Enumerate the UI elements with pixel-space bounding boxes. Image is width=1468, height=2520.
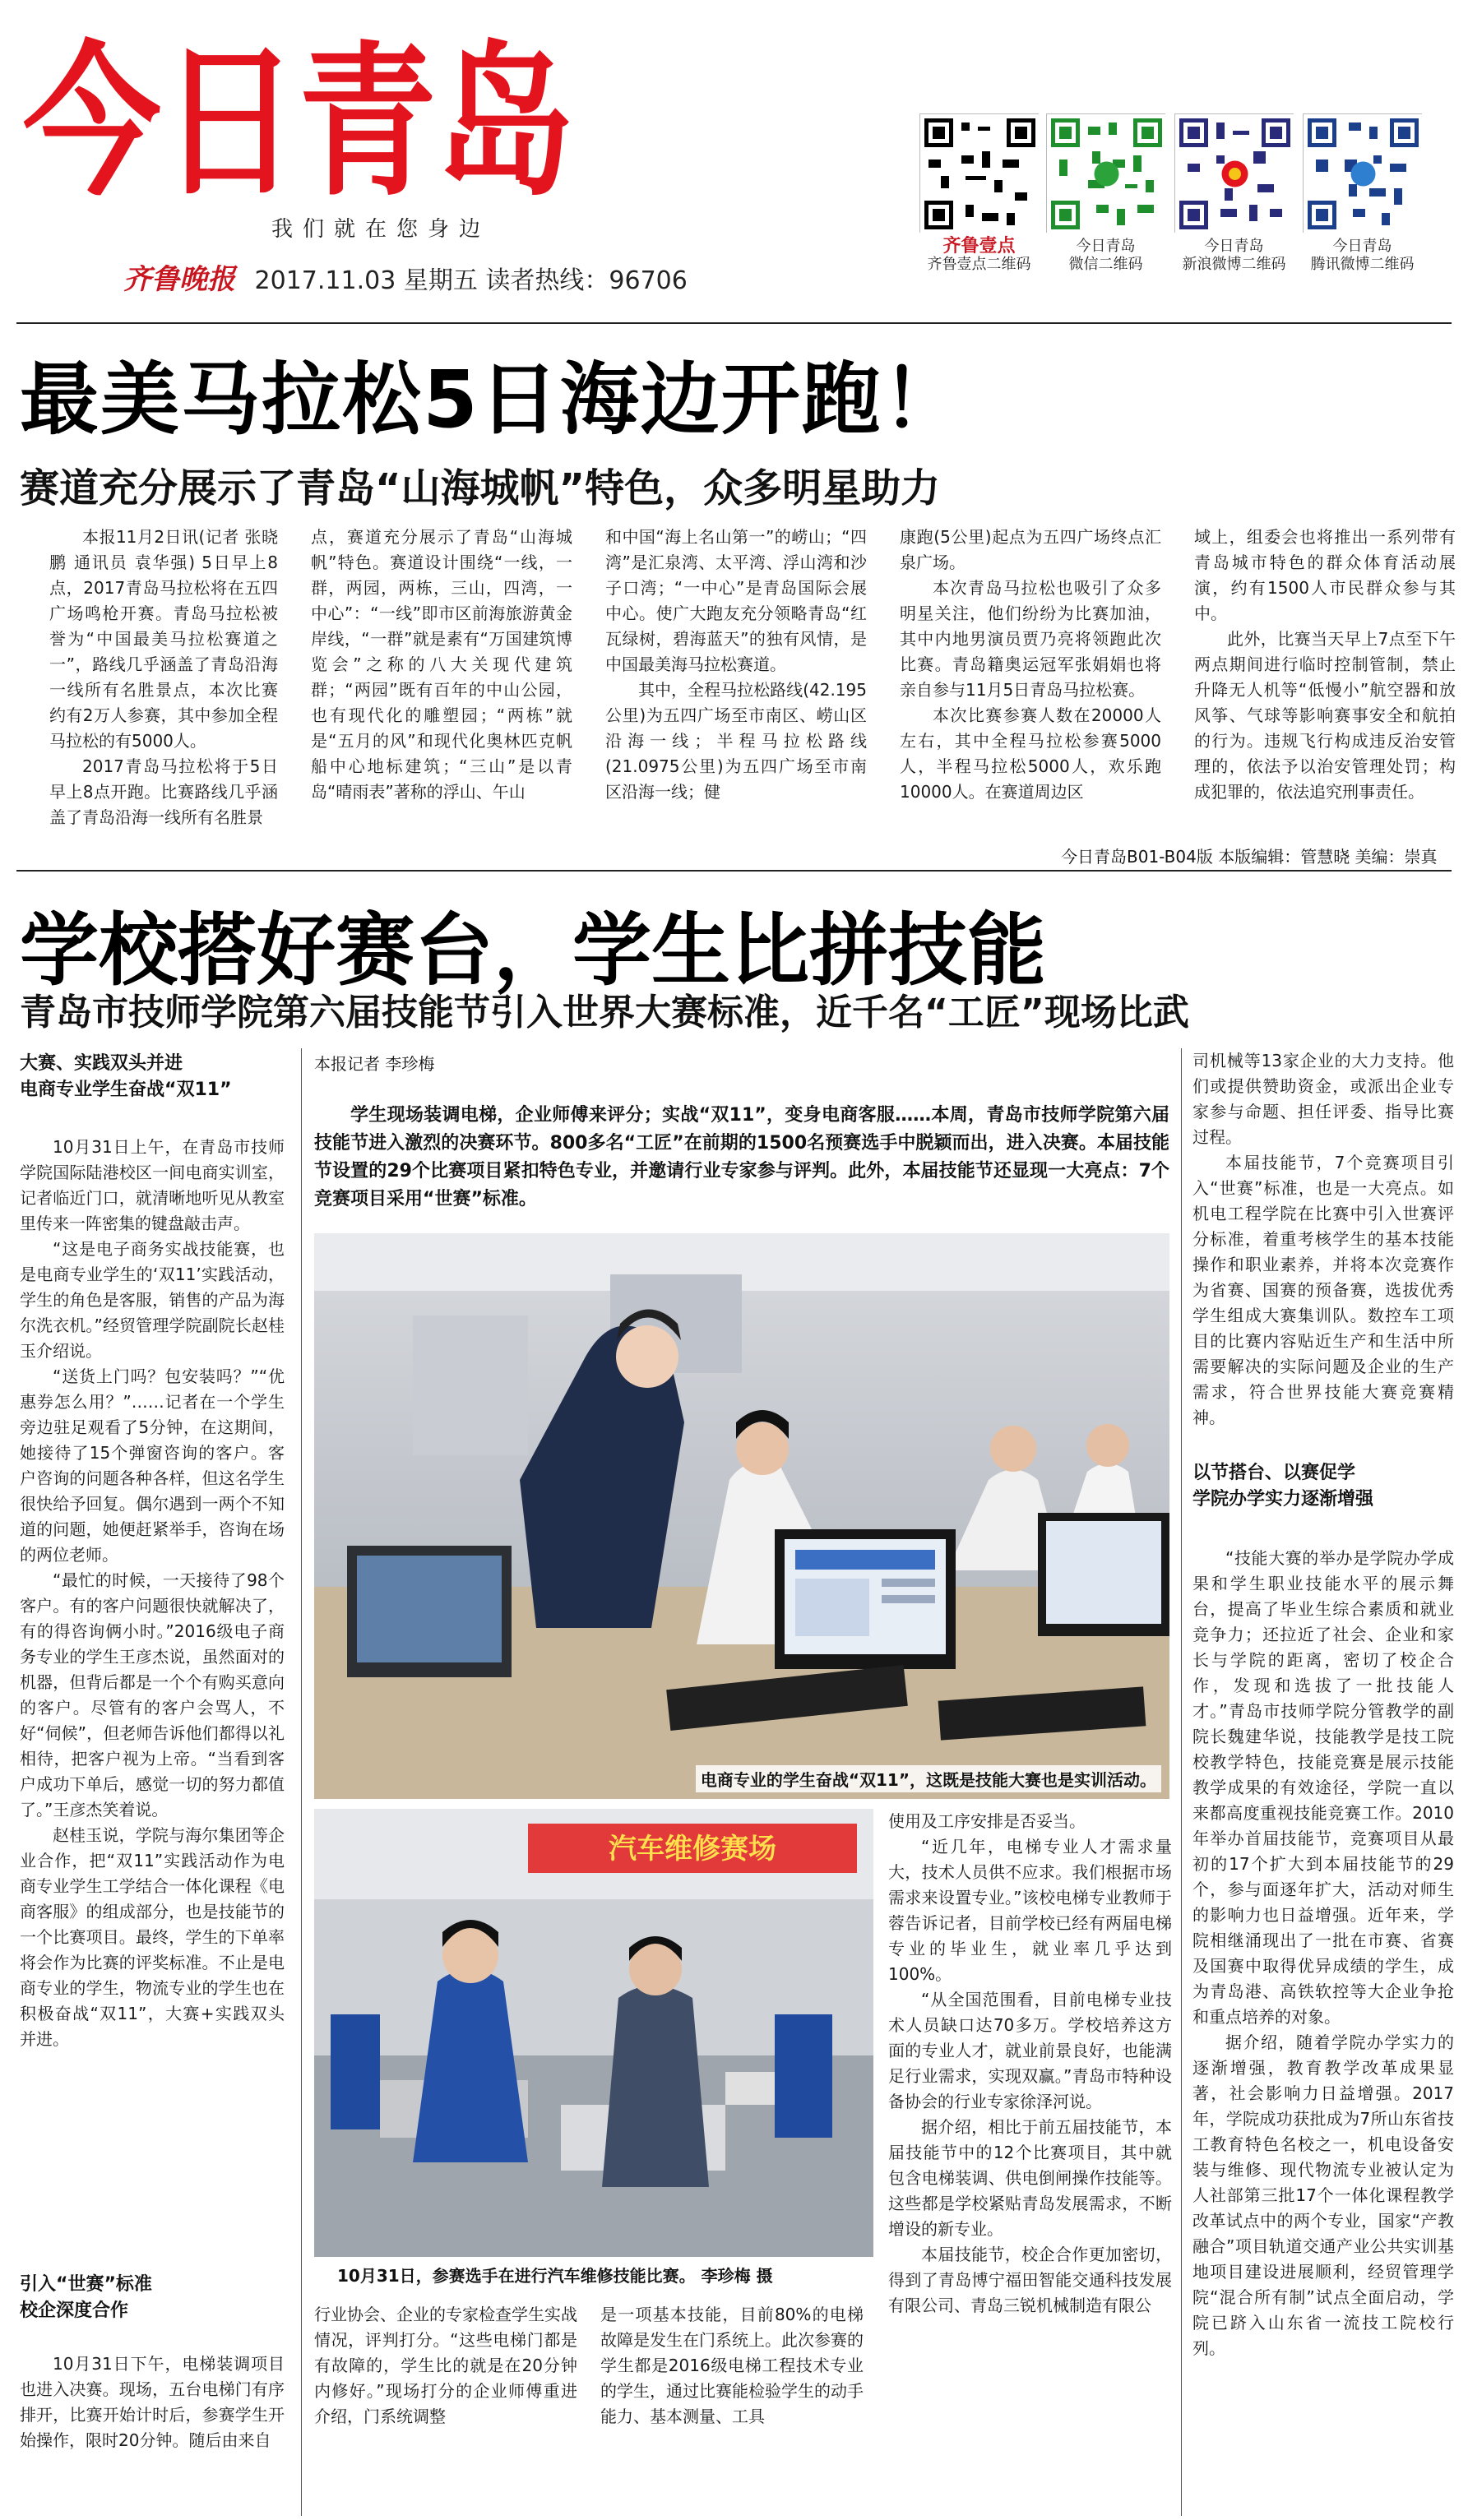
qr-caption: 今日青岛 [1332, 238, 1392, 255]
photo-auto-repair-contest-image [314, 1809, 873, 2257]
masthead-dateline [123, 257, 688, 297]
photo-ecommerce-students-image [314, 1233, 1169, 1799]
qr-caption-sub: 新浪微博二维码 [1182, 256, 1286, 273]
side-heading-line: 电商专业学生奋战“双11” [20, 1080, 232, 1100]
story1-headline: 最美马拉松5日海边开跑！ [20, 354, 963, 446]
qilu-app-badge: 齐鲁壹点 [942, 236, 1016, 257]
side-heading-1 [20, 1051, 291, 1103]
story2-right-column-top [1192, 1048, 1454, 1435]
masthead-title [23, 15, 582, 229]
story2-lead: 学生现场装调电梯，企业师傅来评分；实战“双11”，变身电商客服……本周，青岛市技师学院第六届技能节进入激烈的决赛环节。800多名“工匠”在前期的1500名预赛选手中脱颖而出，进入决赛。本届技能节设置的29个比赛项目紧扣特色专业，并邀请行业专家参与评判。此外，本届技能节还显现一大亮点：7个竞赛项目采用“世赛”标准。 [314, 1105, 1169, 1209]
story2-paragraph: 本届技能节，7个竞赛项目引入“世赛”标准，也是一大亮点。如机电工程学院在比赛中引入世赛评分标准，着重考核学生的基本技能操作和职业素养，并将本次竞赛作为省赛、国赛的预备赛，选拔优秀学生组成大赛集训队。数控车工项目的比赛内容贴近生产和生活中所需要解决的实际问题及企业的生产需求，符合世界技能大赛竞赛精神。 [1192, 1153, 1454, 1427]
story1-paragraph: 点，赛道充分展示了青岛“山海城帆”特色。赛道设计围绕“一线，一群，两园，两栋，三山，四湾，一中心”：“一线”即市区前海旅游黄金岸线，“一群”就是素有“万国建筑博览会”之称的八大关现代建筑群；“两园”既有百年的中山公园，也有现代化的雕塑园；“两栋”就是“五月的风”和现代化奥林匹克帆船中心地标建筑；“三山”是以青岛“晴雨表”著称的浮山、午山 [311, 527, 572, 802]
story2-bottom-column-b [600, 2302, 864, 2512]
issue-date: 2017.11.03 [254, 266, 396, 295]
story1-paragraph: 2017青岛马拉松将于5日早上8点开跑。比赛路线几乎涵盖了青岛沿海一线所有名胜景 [49, 756, 278, 827]
qilu-qr-code-icon[interactable] [919, 113, 1039, 233]
story1-paragraph: 本次比赛参赛人数在20000人左右，其中全程马拉松参赛5000人，半程马拉松5000人，欢乐跑10000人。在赛道周边区 [900, 705, 1161, 802]
masthead-slogan: 我们就在您身边 [271, 217, 491, 242]
story1-paragraph: 域上，组委会也将推出一系列带有青岛城市特色的群众体育活动展演，约有1500人市民群众参与其中。 [1194, 527, 1456, 623]
column-rule [301, 1048, 302, 2516]
wechat-qr-code-icon[interactable] [1046, 113, 1165, 233]
side-heading-line: 以节搭台、以赛促学 [1192, 1463, 1356, 1483]
story2-paragraph: 司机械等13家企业的大力支持。他们或提供赞助资金，或派出企业专家参与命题、担任评委、指导比赛过程。 [1192, 1051, 1454, 1147]
qilu-evening-news-logo: 齐鲁晚报 [123, 263, 235, 296]
reporter-byline: 本报记者 李珍梅 [314, 1054, 435, 1074]
story2-paragraph: “近几年，电梯专业人才需求量大，技术人员供不应求。我们根据市场需求来设置专业。”该校电梯专业教师于蓉告诉记者，目前学校已经有两届电梯专业的毕业生，就业率几乎达到100%。 [888, 1837, 1172, 1984]
qr-block-wechat[interactable] [1046, 113, 1165, 274]
qr-caption: 齐鲁壹点二维码 [927, 256, 1031, 273]
story1-subhead: 赛道充分展示了青岛“山海城帆”特色，众多明星助力 [20, 465, 941, 511]
contest-banner: 汽车维修赛场 [609, 1833, 776, 1866]
photo1-caption: 电商专业的学生奋战“双11”，这既是技能大赛也是实训活动。 [696, 1765, 1161, 1792]
story2-left-column-2 [20, 2351, 285, 2512]
column-rule [1181, 1048, 1182, 2516]
side-heading-line: 学院办学实力逐渐增强 [1192, 1489, 1374, 1510]
side-heading-2 [20, 2272, 291, 2324]
story1-paragraph: 本次青岛马拉松也吸引了众多明星关注，他们纷纷为比赛加油，其中内地男演员贾乃亮将领跑此次比赛。青岛籍奥运冠军张娟娟也将亲自参与11月5日青岛马拉松赛。 [900, 578, 1161, 700]
page-credits: 今日青岛B01-B04版 本版编辑：管慧晓 美编：崇真 [1061, 847, 1438, 867]
story1-column-4 [900, 525, 1161, 841]
side-heading-line: 大赛、实践双头并进 [20, 1053, 183, 1074]
masthead-title-text: 今日青岛 [23, 27, 574, 219]
story2-paragraph: 据介绍，相比于前五届技能节，本届技能节中的12个比赛项目，其中就包含电梯装调、供电倒闸操作技能等。这些都是学校紧贴青岛发展需求，不断增设的新专业。 [888, 2117, 1172, 2239]
side-heading-3 [1192, 1460, 1454, 1513]
qr-block-sina-weibo[interactable] [1174, 113, 1294, 274]
photo-auto-repair-contest [314, 1809, 873, 2257]
sina-weibo-qr-code-icon[interactable] [1174, 113, 1294, 233]
qr-block-qilu[interactable] [919, 113, 1039, 274]
story2-paragraph: “技能大赛的举办是学院办学成果和学生职业技能水平的展示舞台，提高了毕业生综合素质和就业竞争力；还拉近了社会、企业和家长与学院的距离，密切了校企合作，发现和选拔了一批技能人才。”青岛市技师学院分管教学的副院长魏建华说，技能教学是技工院校教学特色，技能竞赛是展示技能教学成果的有效途径，学院一直以来都高度重视技能竞赛工作。2010年举办首届技能节，竞赛项目从最初的17个扩大到本届技能节的29个，参与面逐年扩大，活动对师生的影响力也日益增强。近年来，学院相继涌现出了一批在市赛、省赛及国赛中取得优异成绩的学生，成为青岛港、高铁软控等大企业争抢和重点培养的对象。 [1192, 1548, 1454, 2027]
story1-column-3 [605, 525, 867, 841]
qr-caption: 今日青岛 [1076, 238, 1136, 255]
story1-paragraph: 康跑(5公里)起点为五四广场终点汇泉广场。 [900, 527, 1161, 572]
photo2-caption: 10月31日，参赛选手在进行汽车维修技能比赛。 李珍梅 摄 [337, 2266, 773, 2286]
story2-right-column-bottom [1192, 1546, 1454, 2512]
story1-paragraph: 本报11月2日讯(记者 张晓鹏 通讯员 袁华强) 5日早上8点，2017青岛马拉松将在五四广场鸣枪开赛。青岛马拉松被誉为“中国最美马拉松赛道之一”，路线几乎涵盖了青岛沿海一线所有名胜景点，本次比赛约有2万人参赛，其中参加全程马拉松的有5000人。 [49, 527, 278, 751]
side-heading-line: 校企深度合作 [20, 2300, 129, 2321]
story2-paragraph: 10月31日下午，电梯装调项目也进入决赛。现场，五台电梯门有序排开，比赛开始计时后，参赛学生开始操作，限时20分钟。随后由来自 [20, 2354, 285, 2450]
story2-paragraph: “最忙的时候，一天接待了98个客户。有的客户问题很快就解决了，有的得咨询俩小时。”2016级电子商务专业的学生王彦杰说，虽然面对的机器，但背后都是一个个有购买意向的客户。尽管有的客户会骂人，不好“伺候”，但老师告诉他们都得以礼相待，把客户视为上帝。“当看到客户成功下单后，感觉一切的努力都值了。”王彦杰笑着说。 [20, 1570, 285, 1819]
story2-bottom-column-a [314, 2302, 577, 2512]
tencent-weibo-qr-code-icon[interactable] [1303, 113, 1422, 233]
qr-caption-sub: 腾讯微博二维码 [1310, 256, 1415, 273]
reader-hotline: 读者热线：96706 [485, 266, 688, 295]
story2-middle-column [888, 1809, 1172, 2315]
story2-subhead: 青岛市技师学院第六届技能节引入世界大赛标准，近千名“工匠”现场比武 [20, 992, 1189, 1033]
story1-paragraph: 此外，比赛当天早上7点至下午两点期间进行临时控制管制，禁止升降无人机等“低慢小”航空器和放风筝、气球等影响赛事安全和航拍的行为。违规飞行构成违反治安管理的，依法予以治安管理处罚；构成犯罪的，依法追究刑事责任。 [1194, 629, 1456, 802]
story1-paragraph: 和中国“海上名山第一”的崂山；“四湾”是汇泉湾、太平湾、浮山湾和沙子口湾；“一中心”是青岛国际会展中心。使广大跑友充分领略青岛“红瓦绿树，碧海蓝天”的独有风情，是中国最美海马拉松赛道。 [605, 527, 867, 674]
issue-weekday: 星期五 [403, 266, 478, 295]
story2-left-column [20, 1135, 285, 2269]
photo-ecommerce-students [314, 1233, 1169, 1799]
qr-block-tencent-weibo[interactable] [1303, 113, 1422, 274]
story1-column-2 [311, 525, 572, 841]
story1-paragraph: 其中，全程马拉松路线(42.195公里)为五四广场至市南区、崂山区沿海一线；半程马拉松路线(21.0975公里)为五四广场至市南区沿海一线；健 [605, 680, 867, 802]
story1-column-5 [1194, 525, 1456, 841]
story2-paragraph: 据介绍，随着学院办学实力的逐渐增强，教育教学改革成果显著，社会影响力日益增强。2017年，学院成功获批成为7所山东省技工教育特色名校之一，机电设备安装与维修、现代物流专业被认定为人社部第三批17个一体化课程教学改革试点中的两个专业，国家“产教融合”项目轨道交通产业公共实训基地项目建设进展顺利，经贸管理学院“混合所有制”试点全面启动，学院已跻入山东省一流技工院校行列。 [1192, 2032, 1454, 2358]
story2-headline: 学校搭好赛台，学生比拼技能 [20, 904, 1046, 996]
story2-paragraph: “从全国范围看，目前电梯专业技术人员缺口达70多万。学校培养这方面的专业人才，就业前景良好，也能满足行业需求，实现双赢。”青岛市特种设备协会的行业专家徐泽河说。 [888, 1990, 1172, 2111]
story2-paragraph: “送货上门吗？包安装吗？”“优惠券怎么用？”……记者在一个学生旁边驻足观看了5分钟，在这期间，她接待了15个弹窗咨询的客户。客户咨询的问题各种各样，但这名学生很快给予回复。偶尔遇到一两个不知道的问题，她便赶紧举手，咨询在场的两位老师。 [20, 1366, 285, 1565]
story1-column-1 [49, 525, 278, 841]
story2-paragraph: 本届技能节，校企合作更加密切，得到了青岛博宁福田智能交通科技发展有限公司、青岛三锐机械制造有限公 [888, 2245, 1172, 2315]
story2-paragraph: “这是电子商务实战技能赛，也是电商专业学生的‘双11’实践活动，学生的角色是客服，销售的产品为海尔洗衣机。”经贸管理学院副院长赵桂玉介绍说。 [20, 1239, 285, 1361]
story2-paragraph: 是一项基本技能，目前80%的电梯故障是发生在门系统上。此次参赛的学生都是2016级电梯工程技术专业的学生，通过比赛能检验学生的动手能力、基本测量、工具 [600, 2305, 864, 2426]
masthead-divider [16, 322, 1452, 324]
story2-paragraph: 使用及工序安排是否妥当。 [888, 1811, 1086, 1831]
story2-paragraph: 赵桂玉说，学院与海尔集团等企业合作，把“双11”实践活动作为电商专业学生工学结合一体化课程《电商客服》的组成部分，也是技能节的一个比赛项目。最终，学生的下单率将会作为比赛的评奖标准。不止是电商专业的学生，物流专业的学生也在积极奋战“双11”，大赛+实践双头并进。 [20, 1825, 285, 2049]
story2-paragraph: 行业协会、企业的专家检查学生实战情况，评判打分。“这些电梯门都是有故障的，学生比的就是在20分钟内修好。”现场打分的企业师傅重进介绍，门系统调整 [314, 2305, 577, 2426]
story-divider [16, 870, 1452, 872]
qr-caption: 今日青岛 [1204, 238, 1264, 255]
qr-caption-sub: 微信二维码 [1068, 256, 1143, 273]
side-heading-line: 引入“世赛”标准 [20, 2274, 152, 2295]
story2-paragraph: 10月31日上午，在青岛市技师学院国际陆港校区一间电商实训室，记者临近门口，就清晰地听见从教室里传来一阵密集的键盘敲击声。 [20, 1137, 285, 1233]
